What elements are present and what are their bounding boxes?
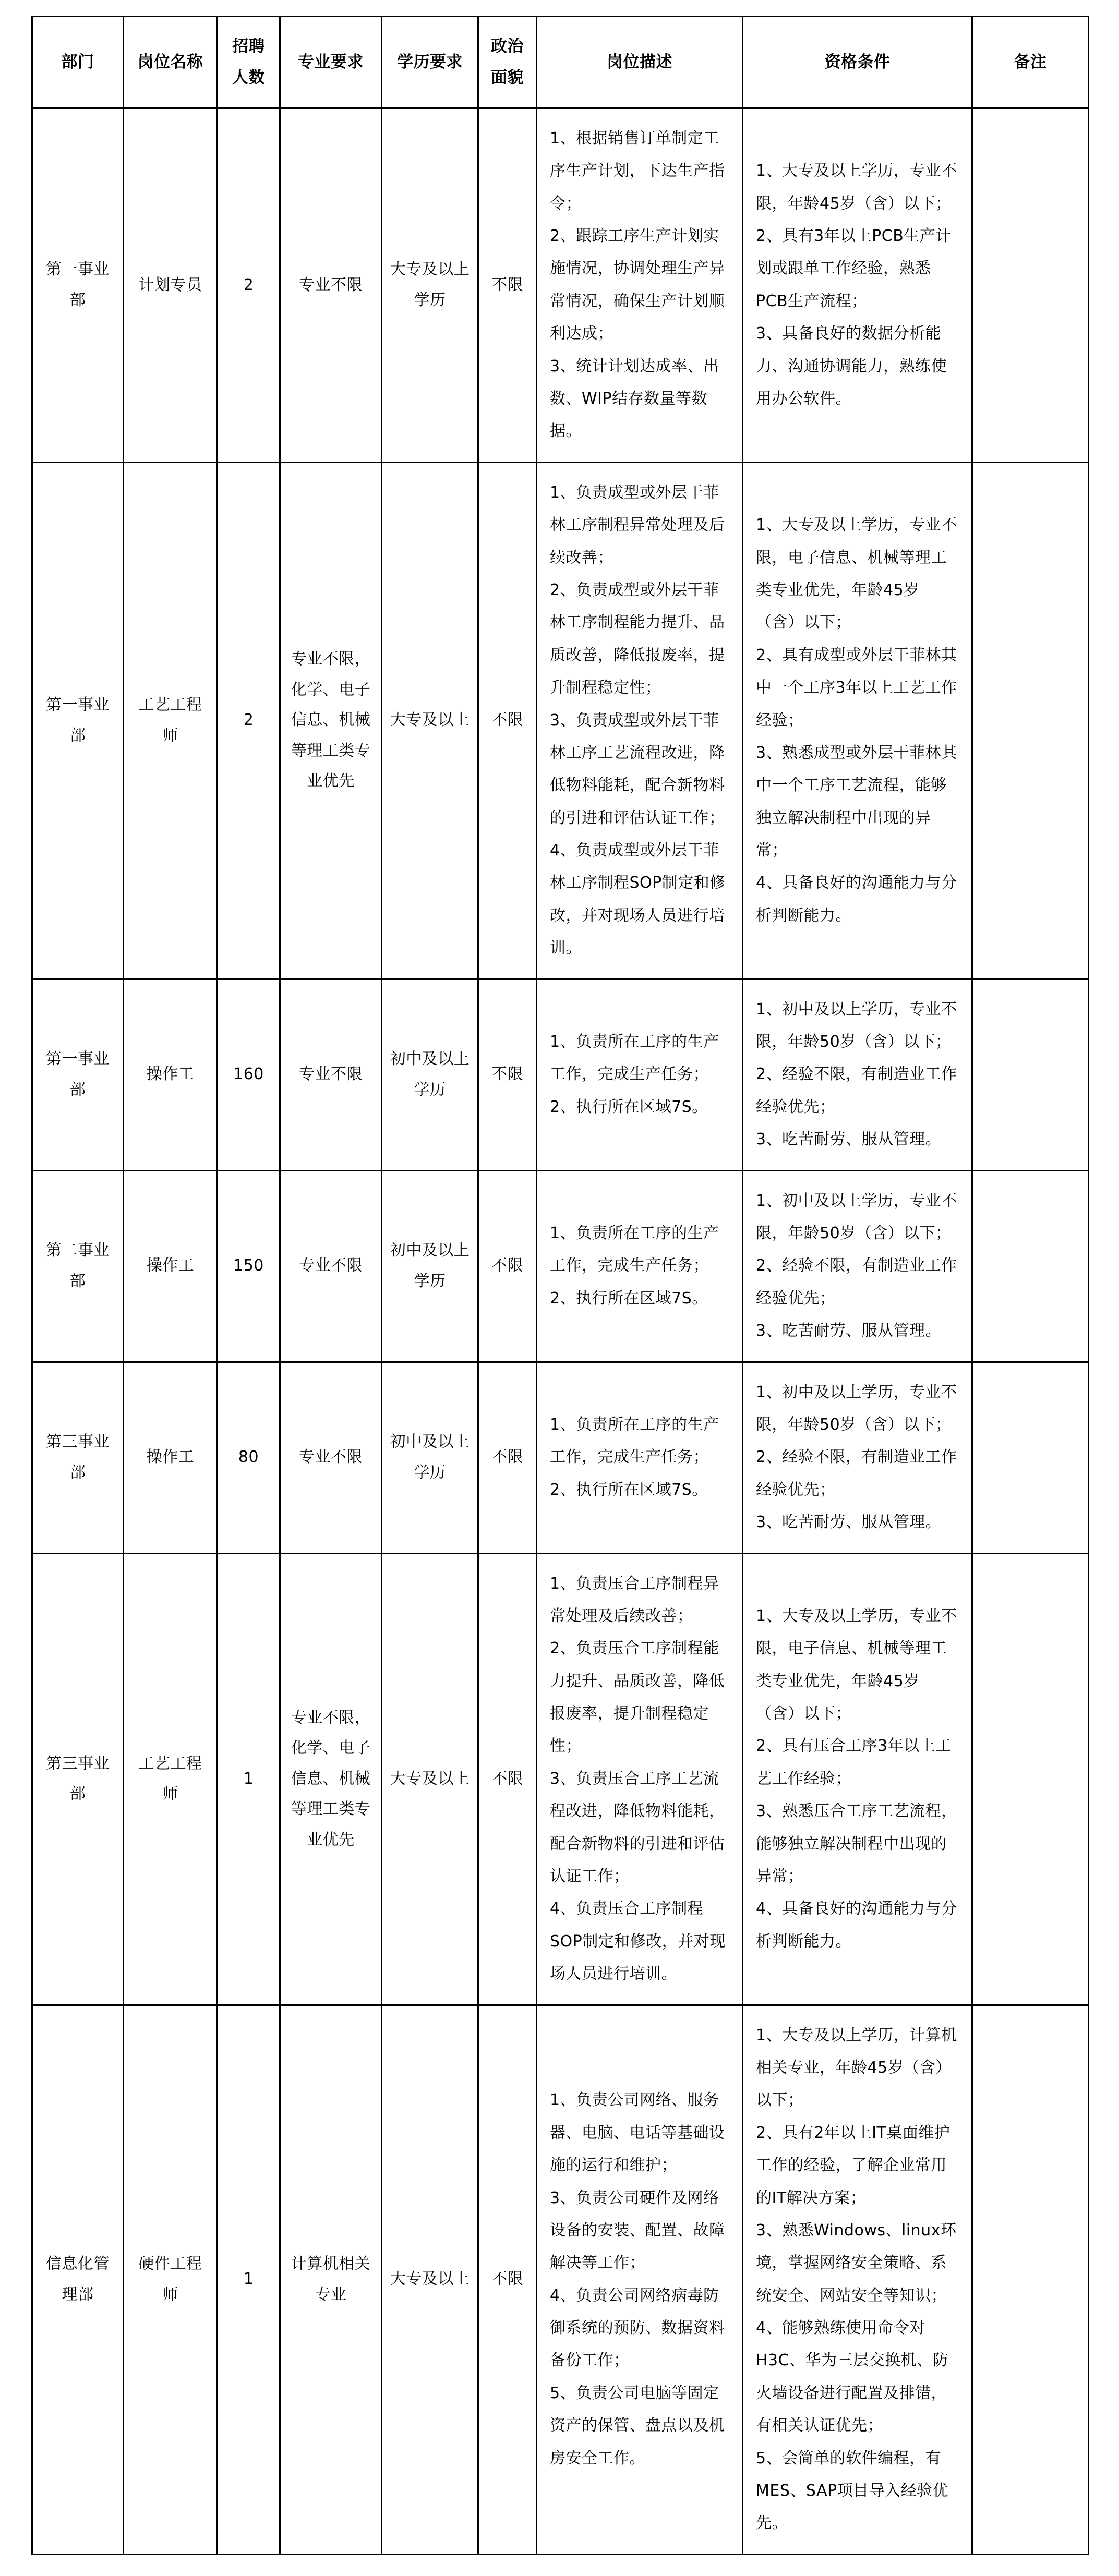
cell-education: 初中及以上学历 [382, 979, 478, 1170]
cell-political: 不限 [478, 1170, 537, 1362]
table-row [32, 1362, 1089, 1553]
cell-political: 不限 [478, 108, 537, 462]
cell-remark [972, 108, 1089, 462]
table-header [32, 17, 1089, 108]
column-header-count [218, 17, 280, 108]
cell-qualification: 1、大专及以上学历，专业不限，电子信息、机械等理工类专业优先，年龄45岁（含）以下； 2、具有成型或外层干菲林其中一个工序3年以上工艺工作经验； 3、熟悉成型或外层干菲林其中一个工序工艺流程，能够独立解决制程中出现的异常； 4、具备良好的沟通能力与分析判断能力。 [743, 462, 972, 979]
table-row [32, 1553, 1089, 2005]
column-header-post: 岗位名称 [124, 17, 218, 108]
cell-qualification: 1、初中及以上学历，专业不限，年龄50岁（含）以下； 2、经验不限，有制造业工作经验优先； 3、吃苦耐劳、服从管理。 [743, 1170, 972, 1362]
column-header-political [478, 17, 537, 108]
table-row [32, 108, 1089, 462]
cell-major: 专业不限 [280, 1170, 382, 1362]
cell-education: 初中及以上学历 [382, 1362, 478, 1553]
cell-count: 1 [218, 2005, 280, 2554]
table-row [32, 2005, 1089, 2554]
cell-description: 1、负责所在工序的生产工作，完成生产任务； 2、执行所在区域7S。 [537, 1170, 743, 1362]
cell-post: 工艺工程师 [124, 462, 218, 979]
cell-remark [972, 979, 1089, 1170]
cell-qualification: 1、大专及以上学历，专业不限，年龄45岁（含）以下； 2、具有3年以上PCB生产计划或跟单工作经验，熟悉PCB生产流程； 3、具备良好的数据分析能力、沟通协调能力，熟练使用办公软件。 [743, 108, 972, 462]
cell-major: 专业不限，化学、电子信息、机械等理工类专业优先 [280, 1553, 382, 2005]
cell-qualification: 1、初中及以上学历，专业不限，年龄50岁（含）以下； 2、经验不限，有制造业工作经验优先； 3、吃苦耐劳、服从管理。 [743, 1362, 972, 1553]
cell-remark [972, 1170, 1089, 1362]
cell-count: 1 [218, 1553, 280, 2005]
cell-description: 1、负责成型或外层干菲林工序制程异常处理及后续改善； 2、负责成型或外层干菲林工序制程能力提升、品质改善，降低报废率，提升制程稳定性； 3、负责成型或外层干菲林工序工艺流程改进，降低物料能耗，配合新物料的引进和评估认证工作； 4、负责成型或外层干菲林工序制程SOP制定和修改，并对现场人员进行培训。 [537, 462, 743, 979]
recruitment-table [31, 16, 1089, 2555]
cell-political: 不限 [478, 462, 537, 979]
cell-dept: 第二事业部 [32, 1170, 124, 1362]
cell-dept: 第三事业部 [32, 1362, 124, 1553]
cell-political: 不限 [478, 1553, 537, 2005]
cell-major: 专业不限，化学、电子信息、机械等理工类专业优先 [280, 462, 382, 979]
cell-description: 1、负责所在工序的生产工作，完成生产任务； 2、执行所在区域7S。 [537, 979, 743, 1170]
column-header-description: 岗位描述 [537, 17, 743, 108]
cell-count: 80 [218, 1362, 280, 1553]
cell-dept: 第一事业部 [32, 108, 124, 462]
cell-education: 初中及以上学历 [382, 1170, 478, 1362]
cell-education: 大专及以上学历 [382, 108, 478, 462]
column-header-count-line2: 人数 [232, 68, 265, 88]
cell-remark [972, 1362, 1089, 1553]
cell-qualification: 1、大专及以上学历，计算机相关专业，年龄45岁（含）以下； 2、具有2年以上IT桌面维护工作的经验，了解企业常用的IT解决方案； 3、熟悉Windows、linux环境，掌握网络安全策略、系统安全、网站安全等知识； 4、能够熟练使用命令对H3C、华为三层交换机、防火墙设备进行配置及排错，有相关认证优先； 5、会简单的软件编程，有MES、SAP项目导入经验优先。 [743, 2005, 972, 2554]
cell-description: 1、负责公司网络、服务器、电脑、电话等基础设施的运行和维护； 3、负责公司硬件及网络设备的安装、配置、故障解决等工作； 4、负责公司网络病毒防御系统的预防、数据资料备份工作； 5、负责公司电脑等固定资产的保管、盘点以及机房安全工作。 [537, 2005, 743, 2554]
cell-count: 150 [218, 1170, 280, 1362]
cell-major: 专业不限 [280, 108, 382, 462]
cell-post: 操作工 [124, 979, 218, 1170]
cell-political: 不限 [478, 2005, 537, 2554]
column-header-education: 学历要求 [382, 17, 478, 108]
cell-dept: 信息化管理部 [32, 2005, 124, 2554]
cell-education: 大专及以上 [382, 1553, 478, 2005]
cell-qualification: 1、初中及以上学历，专业不限，年龄50岁（含）以下； 2、经验不限，有制造业工作经验优先； 3、吃苦耐劳、服从管理。 [743, 979, 972, 1170]
cell-qualification: 1、大专及以上学历，专业不限，电子信息、机械等理工类专业优先，年龄45岁（含）以下； 2、具有压合工序3年以上工艺工作经验； 3、熟悉压合工序工艺流程，能够独立解决制程中出现的异常； 4、具备良好的沟通能力与分析判断能力。 [743, 1553, 972, 2005]
cell-remark [972, 462, 1089, 979]
cell-description: 1、负责压合工序制程异常处理及后续改善； 2、负责压合工序制程能力提升、品质改善，降低报废率，提升制程稳定性； 3、负责压合工序工艺流程改进，降低物料能耗，配合新物料的引进和评估认证工作； 4、负责压合工序制程SOP制定和修改，并对现场人员进行培训。 [537, 1553, 743, 2005]
cell-major: 专业不限 [280, 1362, 382, 1553]
cell-dept: 第一事业部 [32, 979, 124, 1170]
cell-post: 计划专员 [124, 108, 218, 462]
table-row [32, 979, 1089, 1170]
table-row [32, 462, 1089, 979]
cell-dept: 第三事业部 [32, 1553, 124, 2005]
cell-remark [972, 1553, 1089, 2005]
cell-description: 1、根据销售订单制定工序生产计划，下达生产指令； 2、跟踪工序生产计划实施情况，协调处理生产异常情况，确保生产计划顺利达成； 3、统计计划达成率、出数、WIP结存数量等数据。 [537, 108, 743, 462]
column-header-political-line2: 面貌 [491, 68, 524, 88]
cell-post: 工艺工程师 [124, 1553, 218, 2005]
cell-post: 操作工 [124, 1362, 218, 1553]
cell-count: 2 [218, 108, 280, 462]
column-header-political-line1: 政治 [491, 37, 524, 56]
column-header-remark: 备注 [972, 17, 1089, 108]
cell-post: 操作工 [124, 1170, 218, 1362]
cell-count: 2 [218, 462, 280, 979]
column-header-dept: 部门 [32, 17, 124, 108]
cell-political: 不限 [478, 1362, 537, 1553]
cell-education: 大专及以上 [382, 462, 478, 979]
cell-description: 1、负责所在工序的生产工作，完成生产任务； 2、执行所在区域7S。 [537, 1362, 743, 1553]
table-row [32, 1170, 1089, 1362]
cell-major: 专业不限 [280, 979, 382, 1170]
column-header-count-line1: 招聘 [232, 37, 265, 56]
header-row [32, 17, 1089, 108]
column-header-qualification: 资格条件 [743, 17, 972, 108]
cell-dept: 第一事业部 [32, 462, 124, 979]
cell-political: 不限 [478, 979, 537, 1170]
cell-major: 计算机相关专业 [280, 2005, 382, 2554]
column-header-major: 专业要求 [280, 17, 382, 108]
table-body [32, 108, 1089, 2554]
cell-post: 硬件工程师 [124, 2005, 218, 2554]
cell-remark [972, 2005, 1089, 2554]
cell-education: 大专及以上 [382, 2005, 478, 2554]
cell-count: 160 [218, 979, 280, 1170]
